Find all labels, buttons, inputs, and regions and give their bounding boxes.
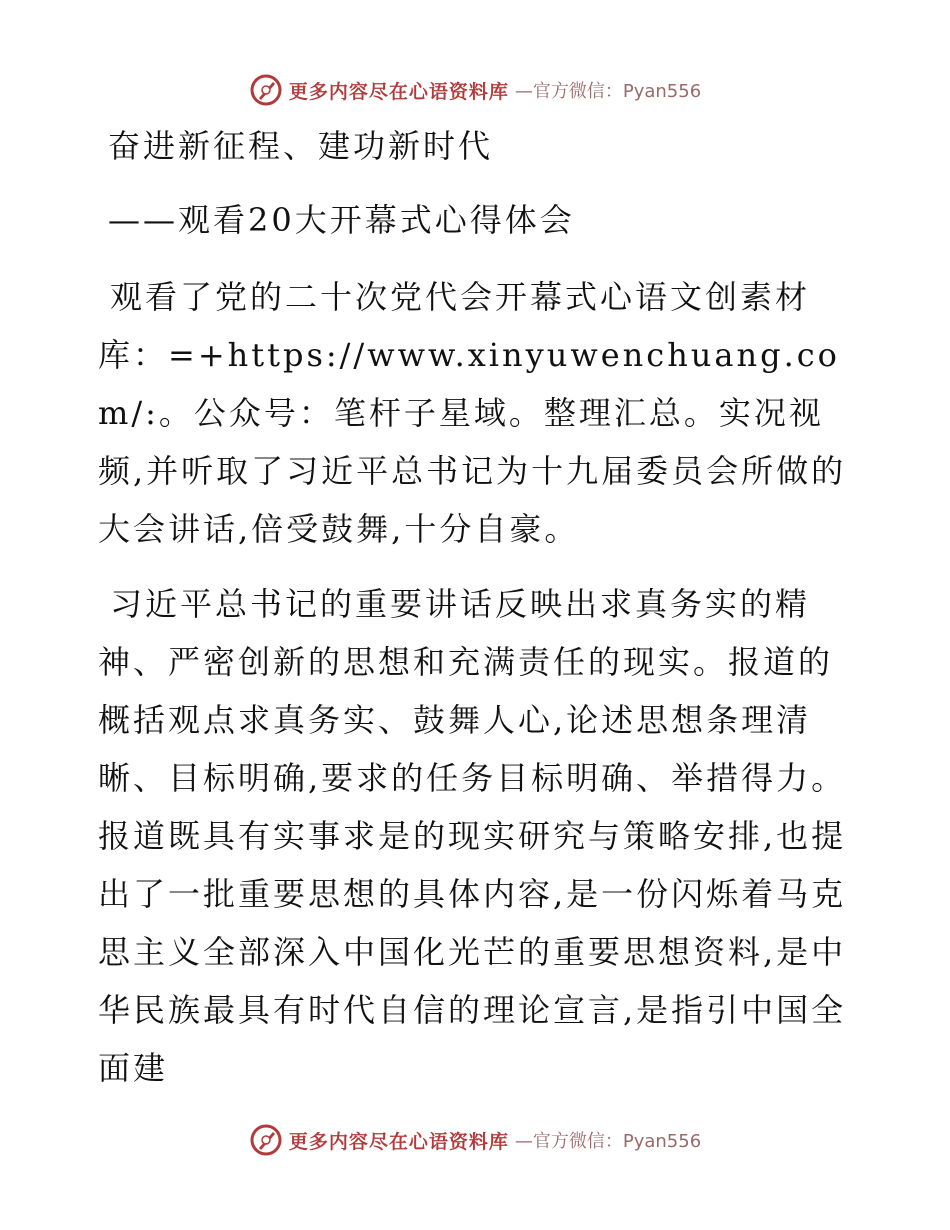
paragraph-1: 观看了党的二十次党代会开幕式心语文创素材库：=+https://www.xinyuwenchuang.com/:。公众号：笔杆子星域。整理汇总。实况视频,并听取了习近平总书记为十九届委员会所做的大会讲话,倍受鼓舞,十分自豪。 bbox=[98, 278, 847, 548]
header-watermark-banner bbox=[0, 70, 950, 110]
footer-banner-wechat: —官方微信：Pyan556 bbox=[514, 1131, 702, 1152]
header-banner-wechat: —官方微信：Pyan556 bbox=[514, 81, 702, 102]
quill-logo-icon bbox=[249, 1123, 283, 1157]
header-banner-brand: 更多内容尽在心语资料库 bbox=[288, 80, 509, 103]
footer-banner-brand: 更多内容尽在心语资料库 bbox=[288, 1130, 509, 1153]
document-title: 奋进新征程、建功新时代 bbox=[108, 127, 494, 165]
document-subtitle: ——观看20大开幕式心得体会 bbox=[108, 201, 575, 239]
footer-watermark-banner bbox=[0, 1120, 950, 1160]
quill-logo-icon bbox=[249, 73, 283, 107]
paragraph-2: 习近平总书记的重要讲话反映出求真务实的精神、严密创新的思想和充满责任的现实。报道的概括观点求真务实、鼓舞人心,论述思想条理清晰、目标明确,要求的任务目标明确、举措得力。报道既具有实事求是的现实研究与策略安排,也提出了一批重要思想的具体内容,是一份闪烁着马克思主义全部深入中国化光芒的重要思想资料,是中华民族最具有时代自信的理论宣言,是指引中国全面建 bbox=[98, 585, 847, 1087]
